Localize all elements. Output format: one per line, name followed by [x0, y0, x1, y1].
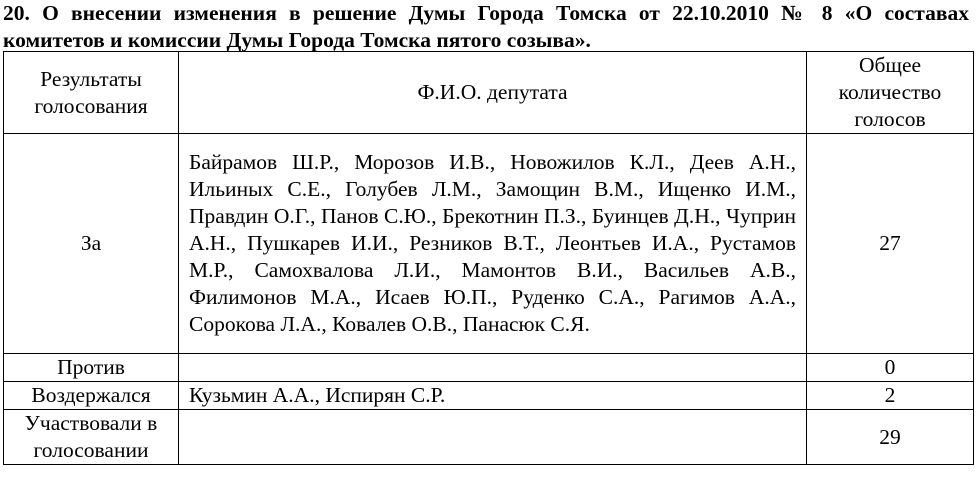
deputy-list: Байрамов Ш.Р., Морозов И.В., Новожилов К.Л., Деев А.Н., Ильиных С.Е., Голубев Л.М., Замощин В.М., Ищенко И.М., Правдин О.Г., Панов С.Ю., Брекотнин П.З., Буинцев Д.Н., Чуприн А.Н., Пушкарев И.И., Резников В.Т., Леонтьев И.А., Рустамов М.Р., Самохвалова Л.И., Мамонтов В.И., Васильев А.В., Филимонов М.А., Исаев Ю.П., Руденко С.А., Рагимов А.А., Сорокова Л.А., Ковалев О.В., Панасюк С.Я.: [179, 134, 807, 354]
result-label: Против: [4, 354, 179, 382]
table-row: [4, 382, 974, 410]
vote-count: 27: [807, 134, 974, 354]
deputy-list: [179, 354, 807, 382]
voting-results-table: [3, 51, 974, 465]
vote-count: 29: [807, 410, 974, 465]
table-row: [4, 354, 974, 382]
deputy-list: Кузьмин А.А., Испирян С.Р.: [179, 382, 807, 410]
header-deputy: Ф.И.О. депутата: [179, 52, 807, 134]
vote-count: 0: [807, 354, 974, 382]
vote-count: 2: [807, 382, 974, 410]
deputy-list: [179, 410, 807, 465]
result-label: Участвовали в голосовании: [4, 410, 179, 465]
header-result: Результаты голосования: [4, 52, 179, 134]
table-row: [4, 410, 974, 465]
result-label: Воздержался: [4, 382, 179, 410]
table-row: [4, 134, 974, 354]
result-label: За: [4, 134, 179, 354]
header-total: Общее количество голосов: [807, 52, 974, 134]
table-header-row: [4, 52, 974, 134]
document-heading: 20. О внесении изменения в решение Думы Города Томска от 22.10.2010 № 8 «О составах комитетов и комиссии Думы Города Томска пятого созыва».: [3, 1, 969, 52]
